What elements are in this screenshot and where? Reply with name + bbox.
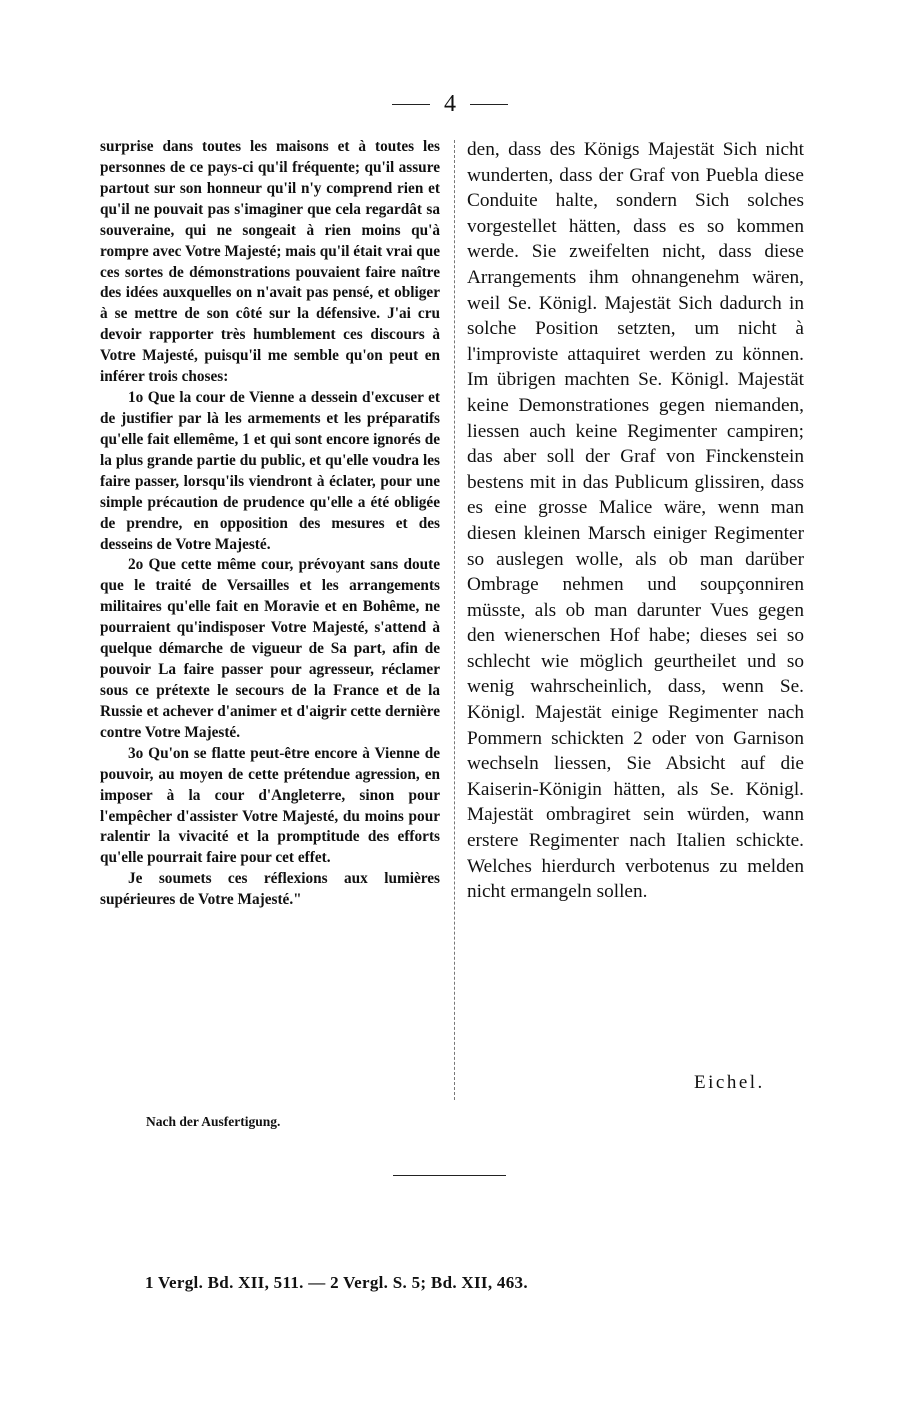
page-number-value: 4 — [444, 91, 456, 117]
right-column — [467, 137, 804, 905]
left-paragraph-closing: Je soumets ces réflexions aux lumières supérieures de Votre Majesté." — [100, 870, 440, 909]
page-number — [0, 92, 900, 116]
left-column — [100, 137, 440, 911]
left-paragraph-point-3: 3o Qu'on se flatte peut-être encore à Vienne de pouvoir, au moyen de cette prétendue agression, en imposer à la cour d'Angleterre, sinon pour l'empêcher d'assister Votre Majesté, du moins pour ralentir la vivacité et la promptitude des efforts qu'elle pourrait faire pour cet effet. — [100, 744, 440, 867]
footnotes: 1 Vergl. Bd. XII, 511. — 2 Vergl. S. 5; Bd. XII, 463. — [145, 1273, 528, 1292]
column-divider — [454, 140, 455, 1100]
right-column-text: den, dass des Königs Majestät Sich nicht wunderten, dass der Graf von Puebla diese Conduite halte, sondern Sich solches vorgestellet hätten, dass es so kommen werde. Sie zweifelten nicht, dass diese Arrangements ihm ohnangenehm wären, weil Se. Königl. Majestät Sich dadurch in solche Position setzten, um nicht à l'improviste attaquiret werden zu können. Im übrigen machten Se. Königl. Majestät keine Demonstrationes gegen niemanden, liessen auch keine Regimenter campiren; das aber soll der Graf von Finckenstein bestens mit in das Publicum glissiren, dass es eine grosse Malice wäre, wenn man diesen kleinen Marsch einiger Regimenter so auslegen wolle, als ob man darüber Ombrage nehmen und soupçonniren müsste, als ob man darunter Vues gegen den wienerschen Hof habe; dieses sei so schlecht wie möglich geurtheilet und so wenig wahrscheinlich, dass, wenn Se. Königl. Majestät einige Regimenter nach Pommern schickten 2 oder von Garnison wechseln liessen, Sie Absicht auf die Kaiserin-Königin hätten, als Se. Königl. Majestät ombragiret sein würden, wann erstere Regimenter nach Italien schickte. Welches hierdurch verbotenus zu melden nicht ermangeln sollen. — [467, 139, 804, 903]
left-paragraph-point-2: 2o Que cette même cour, prévoyant sans doute que le traité de Versailles et les arrangements militaires qu'elle fait en Moravie et en Bohême, ne pourraient qu'indisposer Votre Majesté, s'attend à quelque démarche de vigueur de Sa part, afin de pouvoir La faire passer pour agresseur, réclamer sous ce prétexte le secours de la France et de la Russie et achever d'animer et d'aigrir cette dernière contre Votre Majesté. — [100, 556, 440, 741]
page-number-dash-left — [392, 104, 430, 105]
source-note: Nach der Ausfertigung. — [146, 1114, 281, 1129]
left-paragraph-point-1: 1o Que la cour de Vienne a dessein d'excuser et de justifier par là les armements et les préparatifs qu'elle fait ellemême, 1 et qui sont encore ignorés de la plus grande partie du public, et qu'elle voudra les faire passer, lorsqu'ils viendront à éclater, pour une simple précaution de prudence qu'elle a été obligée de prendre, en opposition des mesures et des desseins de Votre Majesté. — [100, 389, 440, 553]
footnote-separator-rule — [393, 1175, 506, 1176]
page-number-dash-right — [470, 104, 508, 105]
signature: Eichel. — [694, 1072, 765, 1093]
left-paragraph-intro: surprise dans toutes les maisons et à toutes les personnes de ce pays-ci qu'il fréquente; qu'il assure partout sur son honneur qu'il n'y comprend rien et qu'il ne pouvait pas s'imaginer que cela regardât sa souveraine, qui ne songeait à rien moins qu'à rompre avec Votre Majesté; mais qu'il était vrai que ces sortes de démonstrations pouvaient faire naître des idées auxquelles on n'avait pas pensé, et obliger à se mettre de son côté sur la défensive. J'ai cru devoir rapporter très humblement ces discours à Votre Majesté, puisqu'il me semble qu'on peut en inférer trois choses: — [100, 138, 440, 386]
